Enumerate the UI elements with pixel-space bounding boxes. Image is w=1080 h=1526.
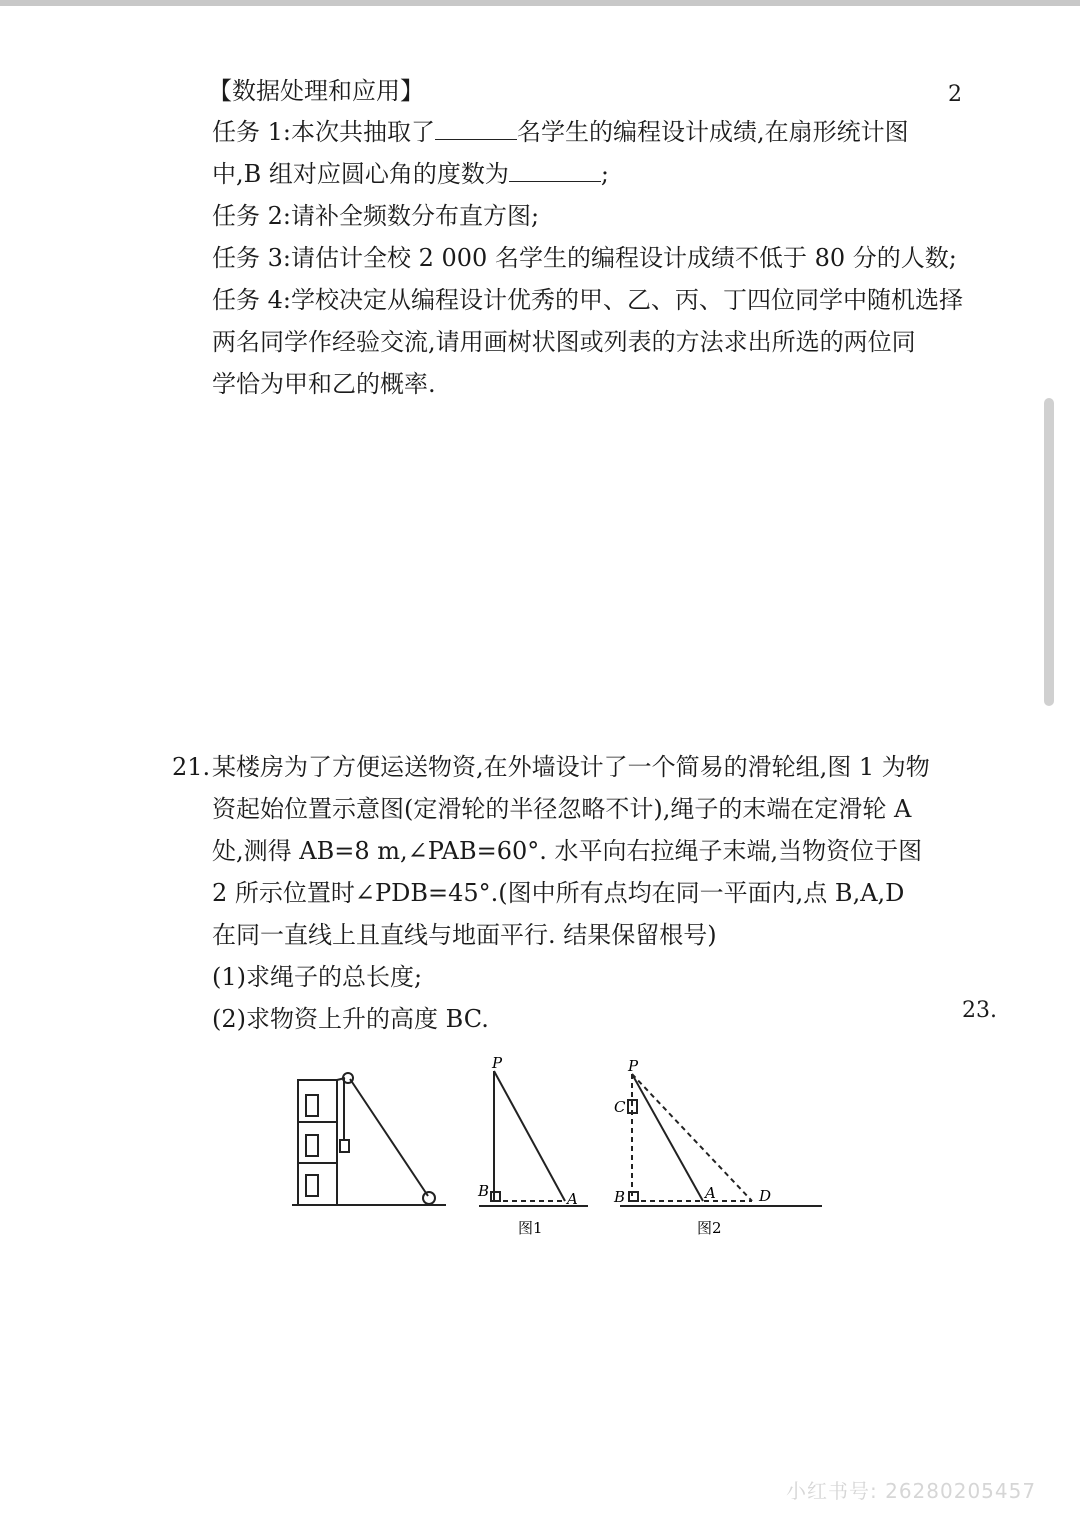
task4-line3: 学恰为甲和乙的概率.: [212, 370, 436, 398]
task1-text-b: 名学生的编程设计成绩,在扇形统计图: [516, 118, 909, 146]
side-number-bottom: 23.: [962, 998, 997, 1023]
q21-line3: 处,测得 AB=8 m,∠PAB=60°. 水平向右拉绳子末端,当物资位于图: [212, 837, 923, 865]
task1-text-a: 任务 1:本次共抽取了: [212, 118, 435, 146]
fig2-label-P: P: [628, 1057, 639, 1075]
answer-blank-angle[interactable]: [509, 159, 601, 182]
fig1-label-B: B: [478, 1182, 490, 1200]
fig2-start-at-B: [629, 1192, 638, 1201]
fig2-label-C: C: [614, 1098, 626, 1116]
task4-line1: 任务 4:学校决定从编程设计优秀的甲、乙、丙、丁四位同学中随机选择: [212, 286, 963, 314]
q21-line1: 某楼房为了方便运送物资,在外墙设计了一个简易的滑轮组,图 1 为物: [212, 753, 930, 781]
window-middle: [306, 1135, 318, 1156]
fig1-caption: 图1: [518, 1219, 543, 1237]
q21-subquestion-1: (1)求绳子的总长度;: [212, 963, 423, 991]
q21-line4: 2 所示位置时∠PDB=45°.(图中所有点均在同一平面内,点 B,A,D: [212, 879, 905, 907]
task4-line2: 两名同学作经验交流,请用画树状图或列表的方法求出所选的两位同: [212, 328, 916, 356]
fig2-label-B: B: [614, 1188, 626, 1206]
fig2-label-D: D: [759, 1187, 772, 1205]
q21-line2: 资起始位置示意图(定滑轮的半径忽略不计),绳子的末端在定滑轮 A: [212, 795, 912, 823]
pulley-figure: [286, 1050, 832, 1245]
task1-text-c: 中,B 组对应圆心角的度数为: [212, 160, 509, 188]
fig1-segment-PA: [494, 1071, 565, 1201]
building-illustration: [292, 1073, 446, 1205]
q21-line5: 在同一直线上且直线与地面平行. 结果保留根号): [212, 921, 717, 949]
figure-2: [620, 1074, 822, 1206]
cargo-box: [340, 1140, 349, 1152]
fig2-label-A: A: [705, 1184, 716, 1202]
window-bottom: [306, 1175, 318, 1196]
scrollbar-thumb[interactable]: [1044, 398, 1054, 706]
fig1-label-A: A: [567, 1190, 578, 1208]
fig1-label-P: P: [492, 1054, 503, 1072]
fig1-cargo: [491, 1192, 500, 1201]
task1-line2: [212, 157, 609, 191]
window-top: [306, 1095, 318, 1116]
watermark: 小红书号: 26280205457: [786, 1479, 1037, 1503]
fig2-caption: 图2: [697, 1219, 722, 1237]
task2-line: 任务 2:请补全频数分布直方图;: [212, 202, 540, 230]
top-edge-bar: [0, 0, 1080, 6]
task1-line1: [212, 115, 909, 149]
ground-pulley: [423, 1192, 435, 1204]
question-21-number: 21.: [172, 753, 211, 781]
rope-diagonal: [350, 1079, 428, 1196]
task1-text-d: ;: [600, 160, 609, 188]
section-header: 【数据处理和应用】: [208, 77, 424, 105]
answer-blank-count[interactable]: [435, 117, 517, 140]
figure-1: [479, 1071, 588, 1206]
side-number-top: 2: [948, 82, 962, 107]
task3-line: 任务 3:请估计全校 2 000 名学生的编程设计成绩不低于 80 分的人数;: [212, 244, 957, 272]
q21-subquestion-2: (2)求物资上升的高度 BC.: [212, 1005, 489, 1033]
fig2-segment-PA: [632, 1074, 703, 1201]
